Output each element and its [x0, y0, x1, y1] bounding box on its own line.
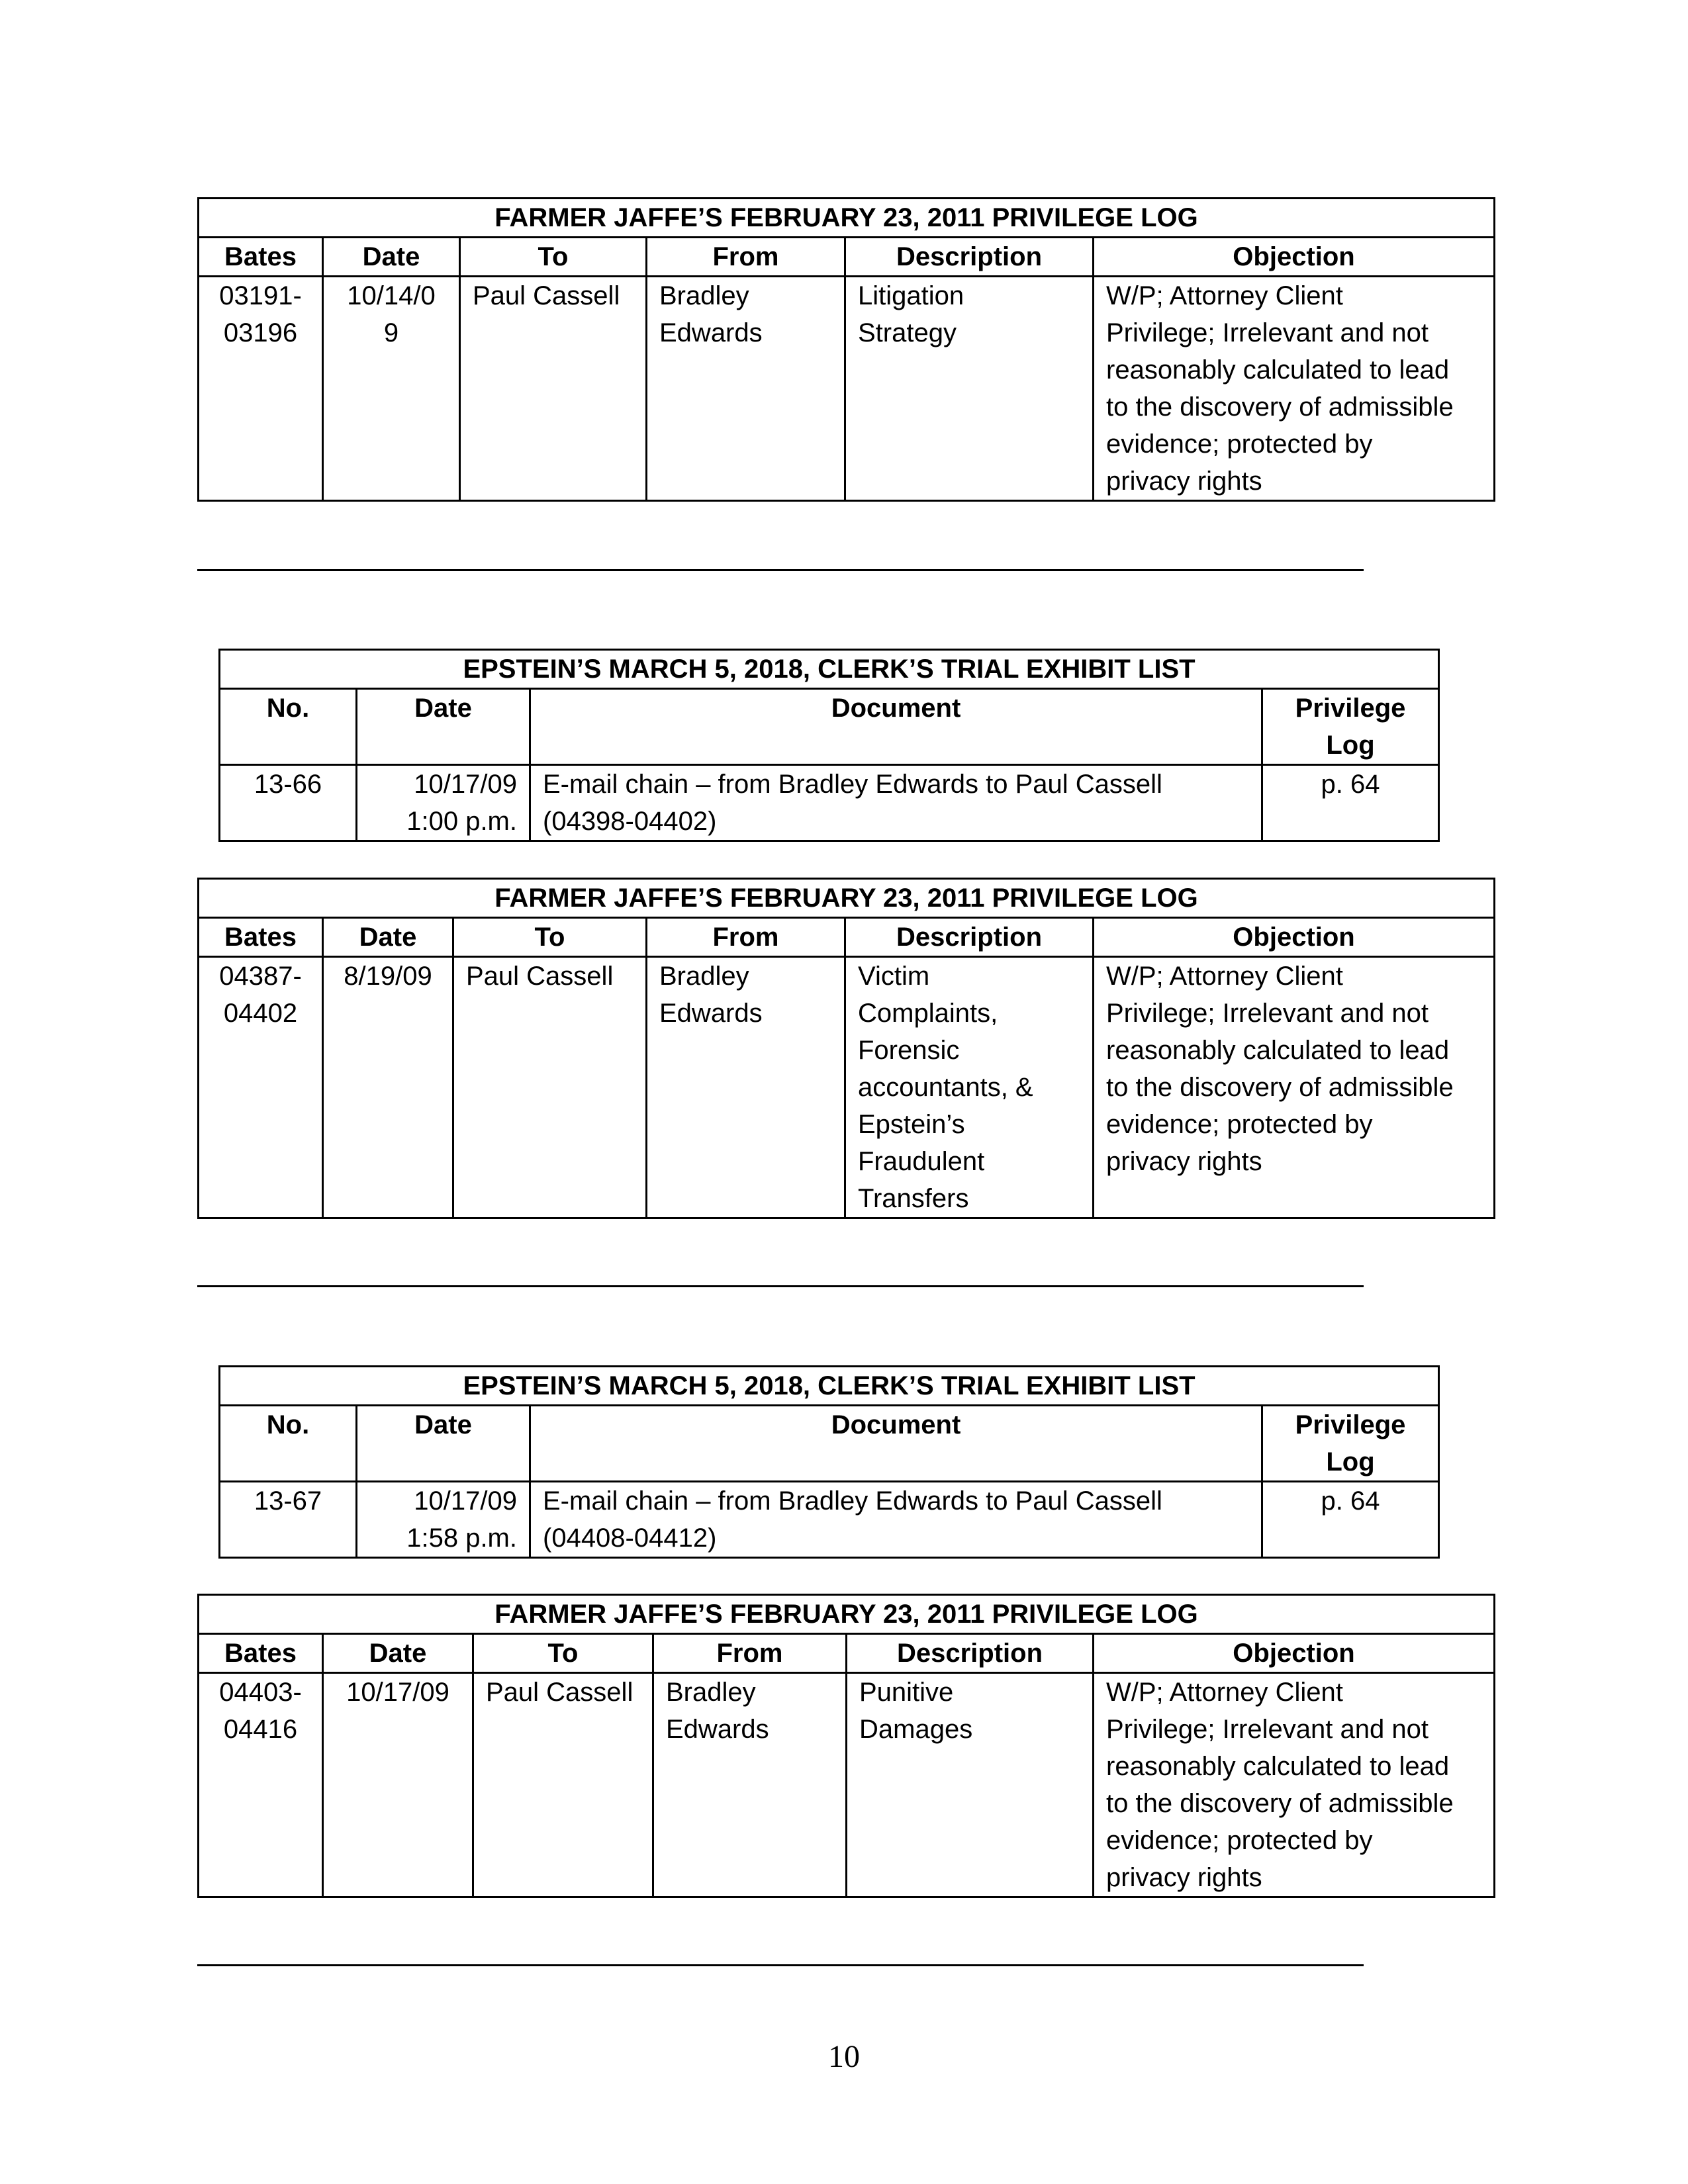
cell-line: 03191-: [219, 281, 302, 310]
col-header-privilege-log: [1262, 1406, 1439, 1482]
col-header-no: No.: [220, 1406, 357, 1482]
to-cell: [460, 277, 647, 501]
cell-line: evidence; protected by: [1106, 1826, 1373, 1855]
col-header-description: Description: [845, 238, 1094, 277]
cell-line: reasonably calculated to lead: [1106, 355, 1450, 385]
cell-line: Edwards: [666, 1715, 769, 1744]
separator-line: [197, 1285, 1364, 1287]
cell-line: E-mail chain – from Bradley Edwards to Paul Cassell: [543, 770, 1162, 799]
separator-line: [197, 569, 1364, 571]
col-header-date: Date: [323, 918, 453, 957]
table-row: [199, 277, 1495, 501]
col-header-bates: Bates: [199, 1634, 323, 1673]
cell-line: Damages: [859, 1715, 973, 1744]
cell-line: 10/17/09: [414, 770, 517, 799]
date-cell: [357, 1482, 530, 1558]
cell-line: Transfers: [858, 1184, 969, 1213]
col-header-from: From: [647, 918, 845, 957]
cell-line: 04402: [223, 999, 298, 1028]
cell-line: privacy rights: [1106, 1147, 1262, 1176]
cell-line: privacy rights: [1106, 467, 1262, 496]
cell-line: Privilege; Irrelevant and not: [1106, 318, 1429, 347]
header-line: Log: [1326, 1447, 1375, 1477]
cell-line: E-mail chain – from Bradley Edwards to Paul Cassell: [543, 1486, 1162, 1516]
exhibit-list-title: EPSTEIN’S MARCH 5, 2018, CLERK’S TRIAL EXHIBIT LIST: [220, 650, 1439, 689]
page-number: 10: [828, 2039, 860, 2074]
cell-line: to the discovery of admissible: [1106, 1073, 1454, 1102]
cell-line: Paul Cassell: [466, 962, 614, 991]
cell-line: evidence; protected by: [1106, 430, 1373, 459]
table-header-row: [199, 1634, 1495, 1673]
bates-cell: [199, 277, 323, 501]
date-cell: [323, 277, 460, 501]
col-header-description: Description: [845, 918, 1094, 957]
col-header-objection: Objection: [1094, 238, 1495, 277]
to-cell: [473, 1673, 653, 1897]
col-header-from: From: [653, 1634, 847, 1673]
privilege-log-cell: p. 64: [1262, 765, 1439, 841]
exhibit-list-table-1: [218, 649, 1440, 842]
cell-line: 9: [383, 318, 399, 347]
cell-line: 1:00 p.m.: [406, 807, 517, 836]
cell-line: Edwards: [659, 318, 763, 347]
description-cell: [845, 957, 1094, 1218]
objection-cell: [1094, 957, 1495, 1218]
cell-line: Privilege; Irrelevant and not: [1106, 1715, 1429, 1744]
cell-line: Bradley: [659, 962, 749, 991]
cell-line: Paul Cassell: [486, 1678, 633, 1707]
col-header-document: Document: [530, 1406, 1262, 1482]
col-header-privilege-log: [1262, 689, 1439, 765]
col-header-to: To: [460, 238, 647, 277]
col-header-to: To: [473, 1634, 653, 1673]
col-header-description: Description: [847, 1634, 1094, 1673]
table-header-row: [220, 689, 1439, 765]
cell-line: W/P; Attorney Client: [1106, 281, 1343, 310]
cell-line: Privilege; Irrelevant and not: [1106, 999, 1429, 1028]
objection-cell: [1094, 1673, 1495, 1897]
col-header-document: Document: [530, 689, 1262, 765]
privilege-log-title: FARMER JAFFE’S FEBRUARY 23, 2011 PRIVILEGE LOG: [199, 199, 1495, 238]
date-cell: [357, 765, 530, 841]
bates-cell: [199, 1673, 323, 1897]
cell-line: Strategy: [858, 318, 957, 347]
cell-line: Fraudulent: [858, 1147, 985, 1176]
date-cell: [323, 1673, 473, 1897]
table-header-row: [220, 1406, 1439, 1482]
cell-line: Epstein’s: [858, 1110, 965, 1139]
privilege-log-table-2: [197, 878, 1495, 1219]
cell-line: (04398-04402): [543, 807, 717, 836]
table-header-row: [199, 238, 1495, 277]
cell-line: W/P; Attorney Client: [1106, 962, 1343, 991]
col-header-no: No.: [220, 689, 357, 765]
no-cell: 13-67: [220, 1482, 357, 1558]
col-header-objection: Objection: [1094, 1634, 1495, 1673]
cell-line: Edwards: [659, 999, 763, 1028]
cell-line: (04408-04412): [543, 1524, 717, 1553]
cell-line: reasonably calculated to lead: [1106, 1752, 1450, 1781]
col-header-bates: Bates: [199, 238, 323, 277]
privilege-log-table-1: [197, 197, 1495, 502]
separator-line: [197, 1964, 1364, 1966]
cell-line: Bradley: [666, 1678, 756, 1707]
table-row: [199, 957, 1495, 1218]
privilege-log-title: FARMER JAFFE’S FEBRUARY 23, 2011 PRIVILEGE LOG: [199, 1595, 1495, 1634]
cell-line: to the discovery of admissible: [1106, 392, 1454, 422]
cell-line: 03196: [223, 318, 298, 347]
cell-line: 04387-: [219, 962, 302, 991]
cell-line: 04416: [223, 1715, 298, 1744]
document-cell: [530, 1482, 1262, 1558]
cell-line: Punitive: [859, 1678, 954, 1707]
cell-line: accountants, &: [858, 1073, 1033, 1102]
cell-line: W/P; Attorney Client: [1106, 1678, 1343, 1707]
col-header-to: To: [453, 918, 647, 957]
cell-line: Forensic: [858, 1036, 960, 1065]
document-cell: [530, 765, 1262, 841]
cell-line: 8/19/09: [344, 962, 432, 991]
table-row: [199, 1673, 1495, 1897]
col-header-date: Date: [357, 1406, 530, 1482]
table-row: [220, 765, 1439, 841]
cell-line: evidence; protected by: [1106, 1110, 1373, 1139]
table-header-row: [199, 918, 1495, 957]
col-header-date: Date: [357, 689, 530, 765]
cell-line: Paul Cassell: [473, 281, 620, 310]
to-cell: [453, 957, 647, 1218]
cell-line: 10/17/09: [414, 1486, 517, 1516]
privilege-log-table-3: [197, 1594, 1495, 1898]
date-cell: [323, 957, 453, 1218]
no-cell: 13-66: [220, 765, 357, 841]
col-header-date: Date: [323, 1634, 473, 1673]
privilege-log-title: FARMER JAFFE’S FEBRUARY 23, 2011 PRIVILEGE LOG: [199, 879, 1495, 918]
from-cell: [647, 957, 845, 1218]
col-header-bates: Bates: [199, 918, 323, 957]
privilege-log-cell: p. 64: [1262, 1482, 1439, 1558]
exhibit-list-table-2: [218, 1365, 1440, 1559]
cell-line: 04403-: [219, 1678, 302, 1707]
header-line: Privilege: [1295, 694, 1406, 723]
cell-line: Bradley: [659, 281, 749, 310]
table-row: [220, 1482, 1439, 1558]
header-line: Privilege: [1295, 1410, 1406, 1439]
cell-line: 10/14/0: [347, 281, 436, 310]
cell-line: Litigation: [858, 281, 964, 310]
col-header-objection: Objection: [1094, 918, 1495, 957]
bates-cell: [199, 957, 323, 1218]
cell-line: 1:58 p.m.: [406, 1524, 517, 1553]
header-line: Log: [1326, 731, 1375, 760]
col-header-from: From: [647, 238, 845, 277]
from-cell: [647, 277, 845, 501]
description-cell: [845, 277, 1094, 501]
cell-line: privacy rights: [1106, 1863, 1262, 1892]
cell-line: Complaints,: [858, 999, 998, 1028]
cell-line: to the discovery of admissible: [1106, 1789, 1454, 1818]
exhibit-list-title: EPSTEIN’S MARCH 5, 2018, CLERK’S TRIAL EXHIBIT LIST: [220, 1367, 1439, 1406]
cell-line: 10/17/09: [346, 1678, 449, 1707]
description-cell: [847, 1673, 1094, 1897]
objection-cell: [1094, 277, 1495, 501]
cell-line: reasonably calculated to lead: [1106, 1036, 1450, 1065]
cell-line: Victim: [858, 962, 930, 991]
col-header-date: Date: [323, 238, 460, 277]
from-cell: [653, 1673, 847, 1897]
